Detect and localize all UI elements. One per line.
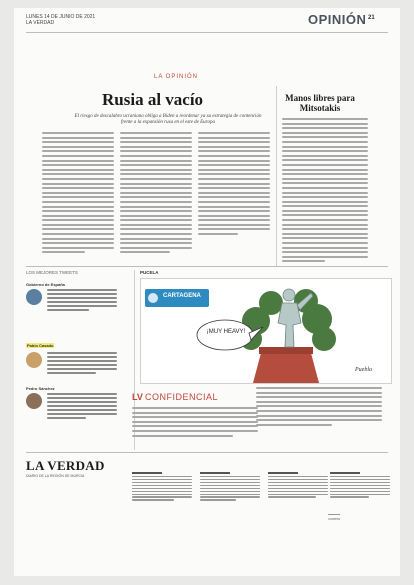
avatar xyxy=(26,352,42,368)
speech-bubble xyxy=(197,320,253,350)
staff-column xyxy=(200,472,260,502)
tweet-item xyxy=(26,386,130,421)
middle-rule xyxy=(26,266,388,267)
confidential-title: CONFIDENCIAL xyxy=(145,392,219,402)
confidential-logo: LV xyxy=(132,392,143,402)
staff-column xyxy=(132,472,192,502)
tweets-heading: LOS MEJORES TWEETS xyxy=(26,270,78,275)
banner-text: CARTAGENA xyxy=(163,293,201,299)
tweet-text xyxy=(47,393,117,421)
tweet-text xyxy=(47,352,117,376)
editorial-column-1 xyxy=(42,132,114,256)
header-rule xyxy=(26,32,388,33)
avatar xyxy=(26,393,42,409)
masthead-tagline: DIARIO DE LA REGIÓN DE MURCIA xyxy=(26,474,85,478)
editorial-title: Rusia al vacío xyxy=(102,90,204,109)
confidential-body xyxy=(132,407,258,439)
pedestal-shape xyxy=(253,353,319,383)
footer-badge: vocento xyxy=(328,514,340,521)
editorial-column-3 xyxy=(198,132,270,238)
avatar xyxy=(26,289,42,305)
editorial-column-2 xyxy=(120,132,192,256)
tweet-author: Pablo Casado xyxy=(27,343,54,348)
column2-title: Manos libres para Mitsotakis xyxy=(285,93,355,113)
tweet-item xyxy=(26,282,130,313)
page-number: 21 xyxy=(368,15,375,21)
column2-body xyxy=(282,118,368,265)
section-title: OPINIÓN xyxy=(308,12,367,27)
editorial-kicker: LA OPINIÓN xyxy=(154,74,199,80)
tweet-author: Gobierno de España xyxy=(26,282,65,287)
cartoon-signature: Puebla xyxy=(355,367,372,373)
footer-rule xyxy=(26,452,388,453)
editorial-subtitle: El riesgo de descalabro ucraniano obliga a Biden a reordenar ya su estrategia de contención frente a la expansión rusa en el este de Europa xyxy=(74,114,262,125)
confidential-right-body xyxy=(256,387,382,428)
editorial-body xyxy=(42,132,272,266)
speech-text: ¡MUY HEAVY! xyxy=(206,329,246,335)
masthead: LA VERDAD xyxy=(26,458,105,473)
cartoon xyxy=(140,278,392,384)
tweet-item xyxy=(26,334,130,376)
tweet-text xyxy=(47,289,117,313)
staff-column xyxy=(268,472,328,499)
staff-column xyxy=(330,472,390,499)
header-paper: LA VERDAD xyxy=(26,20,55,26)
column-divider xyxy=(276,86,277,266)
header-info xyxy=(26,14,95,26)
cartoon-label: PUCELA xyxy=(140,270,159,275)
newspaper-page xyxy=(14,8,400,576)
header-date: LUNES 14 DE JUNIO DE 2021 xyxy=(26,14,96,20)
tweet-author: Pedro Sánchez xyxy=(26,386,55,391)
